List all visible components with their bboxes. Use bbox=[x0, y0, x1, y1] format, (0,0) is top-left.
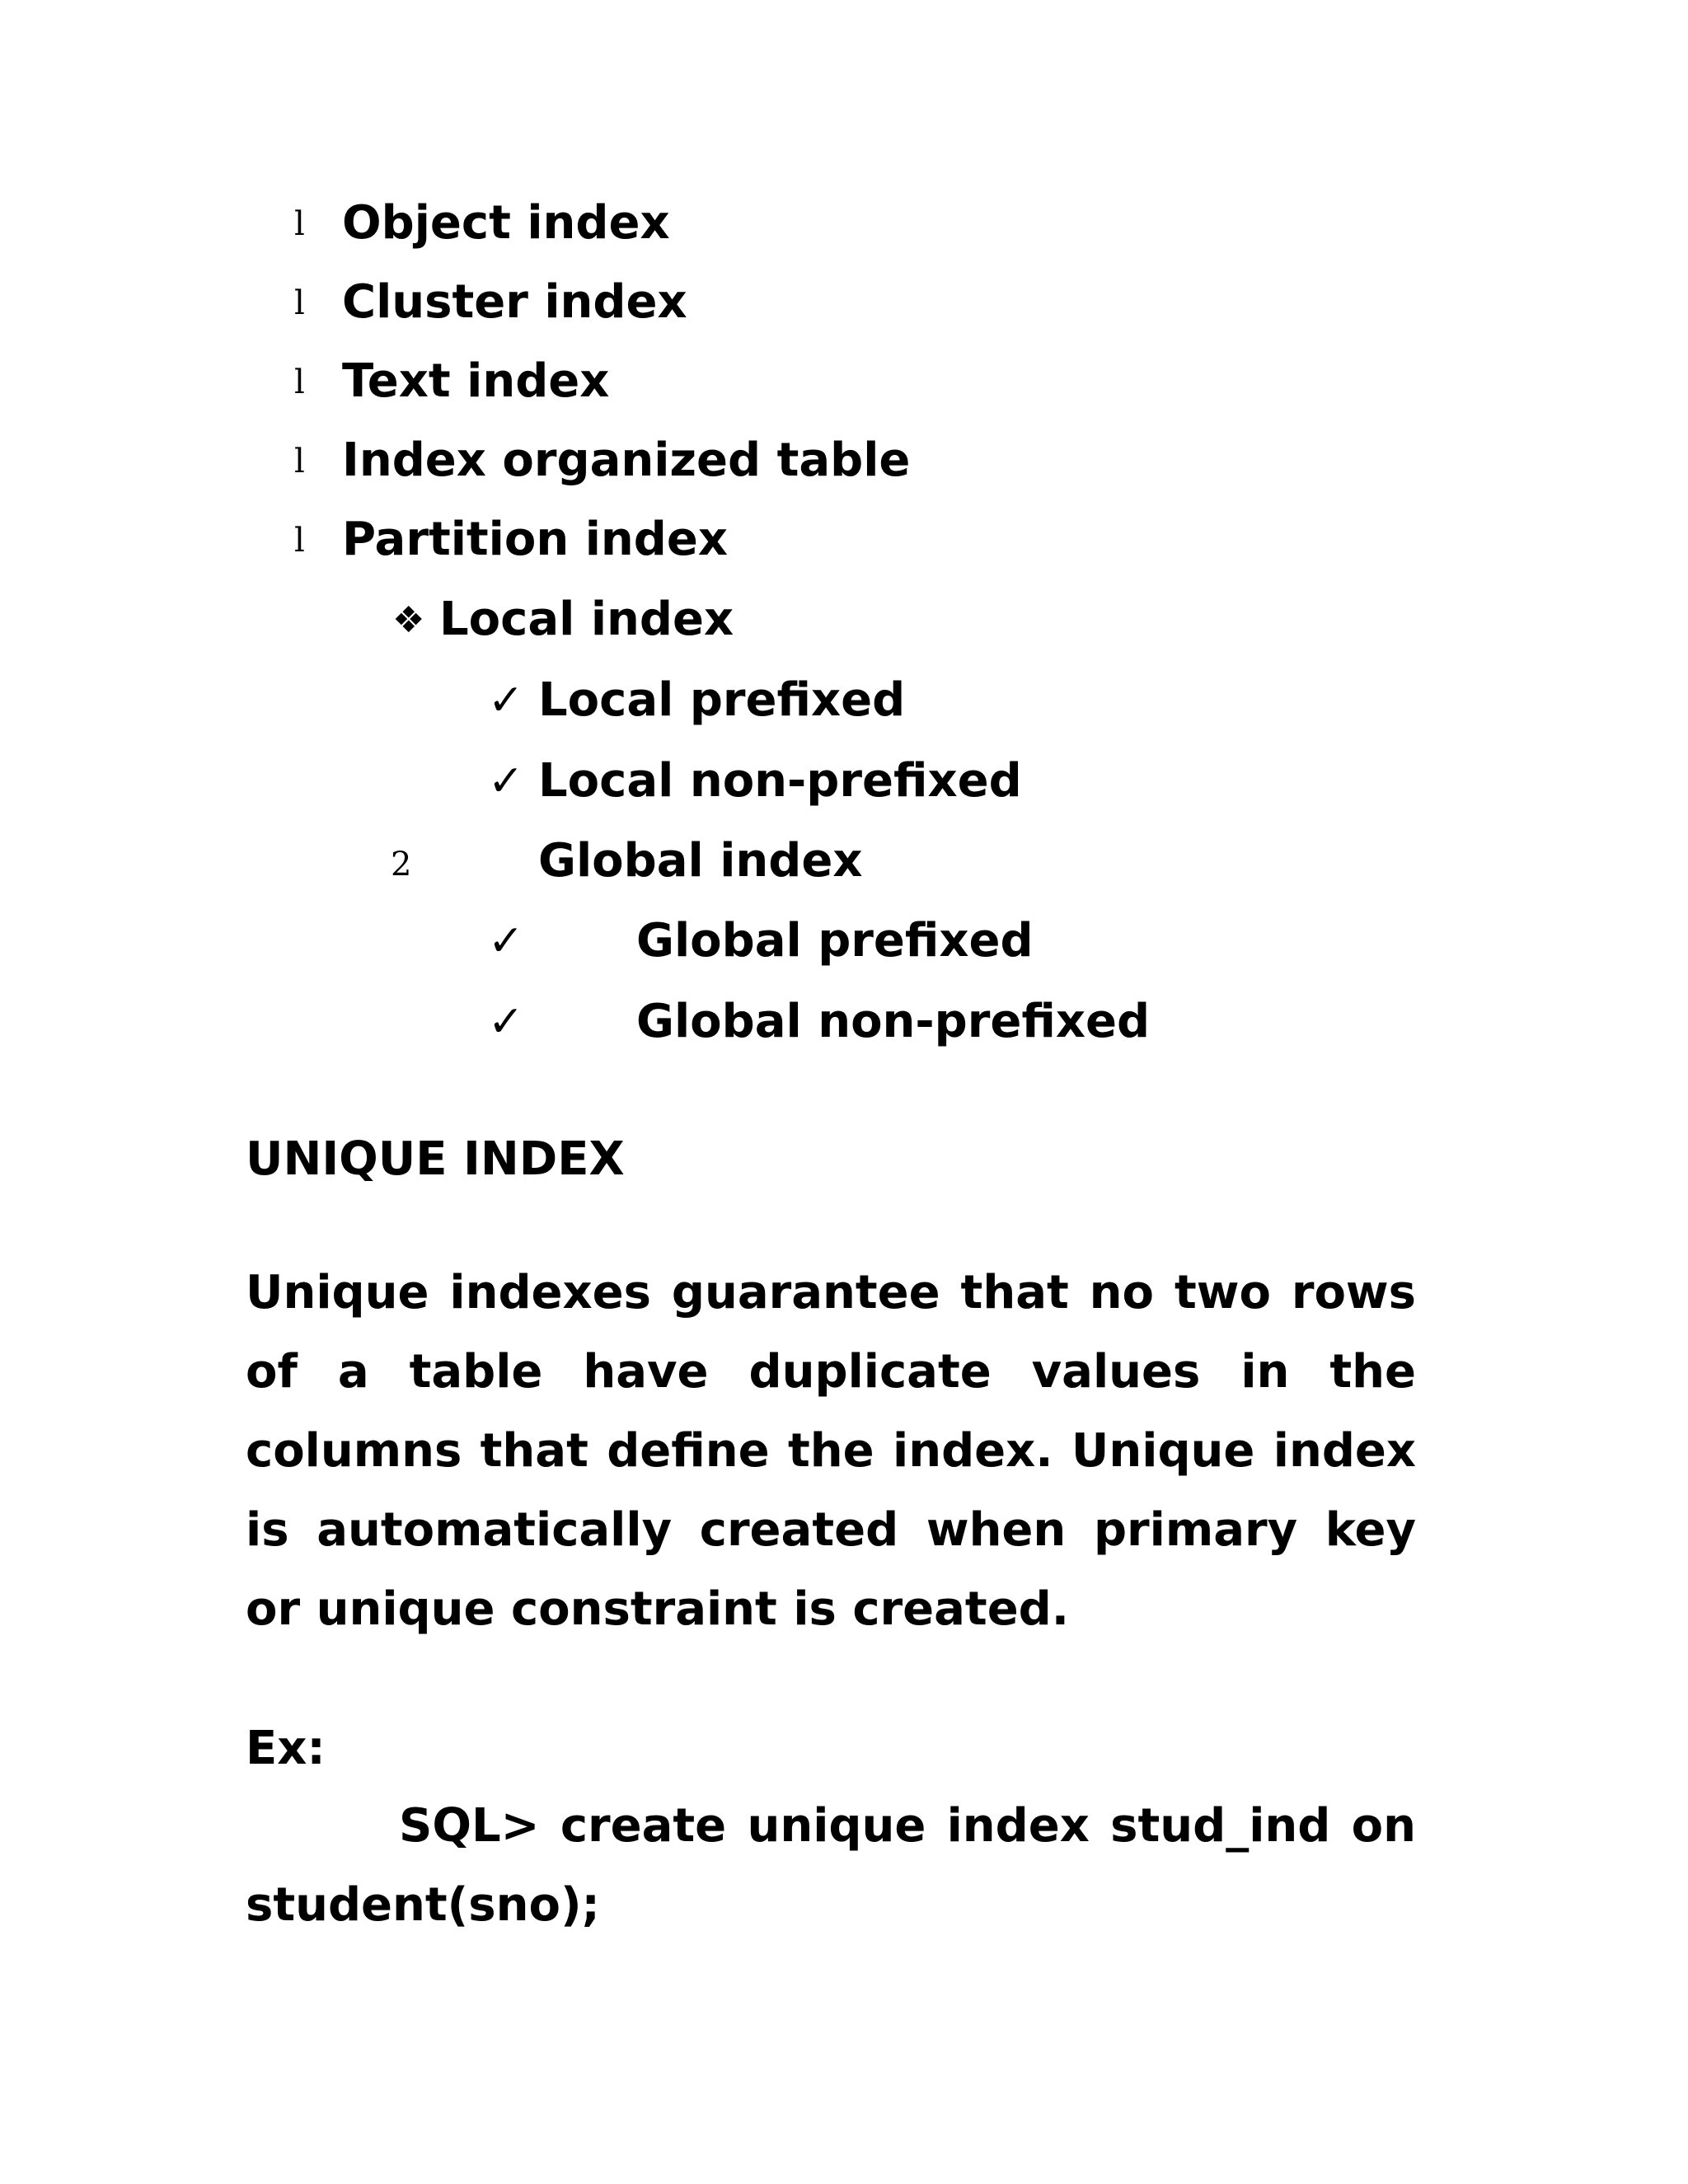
list-bullet: 2 bbox=[391, 846, 412, 883]
sql-token: create bbox=[560, 1799, 727, 1853]
list-item-global-non-prefixed: Global non-prefixed bbox=[636, 995, 1151, 1048]
sql-token: SQL> bbox=[399, 1799, 540, 1853]
list-item-partition-index: Partition index bbox=[342, 513, 728, 566]
list-item-local-prefixed: Local prefixed bbox=[538, 673, 906, 727]
list-item-index-organized-table: Index organized table bbox=[342, 434, 911, 487]
sql-token: stud_ind bbox=[1110, 1799, 1331, 1853]
section-paragraph: Unique indexes guarantee that no two rows of a table have duplicate values in the columns that define the index. Unique index is automatically created when primary key or unique constraint is created. bbox=[246, 1266, 1416, 1636]
list-bullet: l bbox=[294, 363, 305, 401]
list-item-local-non-prefixed: Local non-prefixed bbox=[538, 754, 1022, 808]
list-item-global-index: Global index bbox=[538, 834, 863, 888]
sql-token: on bbox=[1351, 1799, 1416, 1853]
list-item-cluster-index: Cluster index bbox=[342, 275, 687, 329]
list-bullet: l bbox=[294, 284, 305, 322]
list-item-global-prefixed: Global prefixed bbox=[636, 914, 1034, 968]
sql-line-2 bbox=[246, 1877, 1416, 1934]
section-heading: UNIQUE INDEX bbox=[246, 1132, 625, 1186]
list-item-object-index: Object index bbox=[342, 196, 670, 250]
checkmark-icon: ✓ bbox=[488, 676, 524, 725]
sql-token: unique bbox=[747, 1799, 926, 1853]
sql-token: index bbox=[946, 1799, 1090, 1853]
diamond-bullet-icon: ❖ bbox=[392, 599, 425, 641]
list-bullet: l bbox=[294, 443, 305, 480]
sql-line-1 bbox=[246, 1797, 1416, 1855]
sql-text-part-1 bbox=[399, 1797, 1416, 1855]
sql-text-part-2: student(sno); bbox=[246, 1878, 600, 1932]
list-bullet: l bbox=[294, 522, 305, 560]
example-label: Ex: bbox=[246, 1722, 326, 1775]
list-item-text-index: Text index bbox=[342, 354, 610, 408]
list-item-local-index: Local index bbox=[439, 593, 734, 646]
checkmark-icon: ✓ bbox=[488, 916, 524, 966]
checkmark-icon: ✓ bbox=[488, 757, 524, 806]
list-bullet: l bbox=[294, 205, 305, 243]
checkmark-icon: ✓ bbox=[488, 997, 524, 1047]
